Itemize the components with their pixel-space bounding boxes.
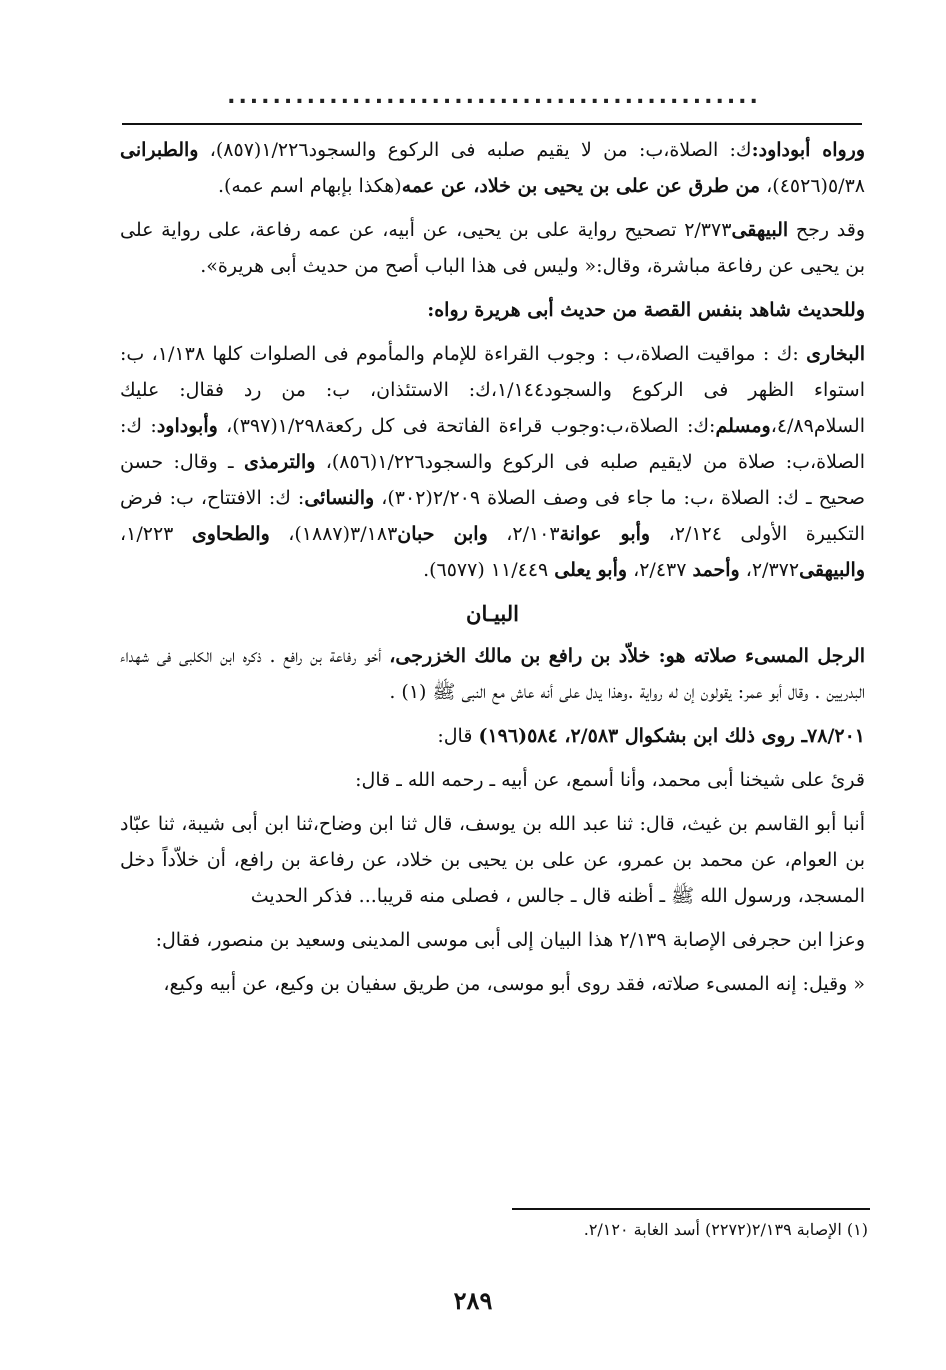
source-name: وأبو عوانة bbox=[559, 523, 651, 545]
citation-text: ٢/٤٣٧، bbox=[627, 559, 693, 581]
source-name: وأحمد bbox=[692, 559, 740, 581]
citation-text: :ك : مواقيت الصلاة،ب : وجوب القراءة للإمام والمأموم فى الصلوات كلها ١/١٣٨، ب: استواء الظهر فى الركوع والسجود١/١٤٤،ك: الاستئذان، ب: من رد فقال: عليك السلام٤/٨٩، bbox=[120, 343, 865, 437]
citation-note: (هكذا بإبهام اسم عمه). bbox=[217, 175, 402, 197]
citation-text: : ك: الصلاة،ب: صلاة من لايقيم صلبه فى الركوع والسجود١/٢٢٦(٨٥٦)، bbox=[120, 415, 865, 473]
source-name: وأبوداود bbox=[156, 415, 218, 437]
paragraph-abudawud bbox=[120, 132, 865, 204]
paragraph-sources bbox=[120, 336, 865, 588]
paragraph-ibn-hajar: وعزا ابن حجرفى الإصابة ٢/١٣٩ هذا البيان إلى أبى موسى المدينى وسعيد بن منصور، فقال: bbox=[155, 929, 865, 951]
paragraph-witness-heading: وللحديث شاهد بنفس القصة من حديث أبى هريرة رواه: bbox=[427, 299, 865, 321]
citation-text: :ك: الصلاة،ب:وجوب قراءة الفاتحة فى كل ركعة١/٢٩٨(٣٩٧)، bbox=[217, 415, 716, 437]
paragraph-reading: قرئ على شيخنا أبى محمد، وأنا أسمع، عن أبيه ـ رحمه الله ـ قال: bbox=[355, 769, 865, 791]
main-text bbox=[120, 132, 865, 1010]
footnote: (١) الإصابة ٢/١٣٩(٢٢٧٢) أسد الغابة ٢/١٢٠. bbox=[583, 1220, 868, 1239]
section-heading: البيـان bbox=[466, 601, 519, 626]
citation-text: ـ وقال: حسن صحيح ـ ك: الصلاة ،ب: ما جاء فى وصف الصلاة ٢/٢٠٩(٣٠٢)، bbox=[120, 451, 866, 509]
source-name: والطحاوى bbox=[191, 523, 270, 545]
citation-text: ٢/٣٧٢، bbox=[739, 559, 800, 581]
paragraph-narration-number bbox=[120, 718, 865, 754]
source-name: البخارى bbox=[806, 343, 865, 365]
source-name: ومسلم bbox=[715, 415, 771, 437]
citation-text: ٣/١٨٣(١٨٨٧)، bbox=[269, 523, 398, 545]
text-span: وقد رجح bbox=[788, 219, 866, 241]
source-name: وأبو يعلى bbox=[554, 559, 628, 581]
paragraph-bayhaqi bbox=[120, 212, 865, 284]
footnote-rule bbox=[512, 1208, 870, 1210]
paragraph-quote: « وقيل: إنه المسىء صلاته، فقد روى أبو موسى، من طريق سفيان بن وكيع، عن أبيه وكيع، bbox=[163, 973, 865, 995]
text-span: قال: bbox=[437, 725, 479, 747]
source-name: ورواه أبوداود: bbox=[751, 139, 865, 161]
paragraph-chain: أنبا أبو القاسم بن غيث، قال: ثنا عبد الله بن يوسف، قال ثنا ابن وضاح،ثنا ابن أبى شيبة، ثنا عبّاد بن العوام، عن محمد بن عمرو، عن على بن يحيى بن خلاد، عن رفاعة بن رافع، أن خلاّداً دخل المسجد، ورسول الله ﷺ ـ أظنه قال ـ جالس ، فصلى منه قريبا... فذكر الحديث bbox=[120, 813, 865, 907]
page-number: ٢٨٩ bbox=[453, 1286, 493, 1315]
paragraph-identity bbox=[120, 638, 865, 710]
narration-number: ٧٨/٢٠١ـ روى ذلك ابن بشكوال ٢/٥٨٣، ٥٨٤(١٩٦) bbox=[478, 725, 865, 747]
dotted-separator: ............................................... bbox=[227, 84, 761, 109]
chain-text: من طرق عن على بن يحيى بن خلاد، عن عمه bbox=[401, 175, 761, 197]
source-name: وابن حبان bbox=[397, 523, 488, 545]
citation-text: : ك: الافتتاح، ب: فرض التكبيرة الأولى ٢/١٢٤، bbox=[120, 487, 866, 545]
text-span: ٢/٣٧٣ تصحيح رواية على بن يحيى، عن أبيه، عن عمه رفاعة، على رواية على بن يحيى عن رفاعة مباشرة، وقال:« وليس فى هذا الباب أصح من حديث أبى هريرة». bbox=[120, 219, 865, 277]
footnote-ref: (١) . bbox=[389, 681, 433, 703]
citation-text: ٥/٣٨(٤٥٢٦)، bbox=[760, 175, 865, 197]
citation-text: ١/٢٢٣، bbox=[120, 523, 192, 545]
identity-text: الرجل المسىء صلاته هو: خلاّد بن رافع بن مالك الخزرجى، bbox=[389, 645, 866, 667]
citation-text: ك: الصلاة،ب: من لا يقيم صلبه فى الركوع والسجود١/٢٢٦(٨٥٧)، bbox=[198, 139, 752, 161]
source-name: والنسائى bbox=[304, 487, 375, 509]
source-name: والطبرانى bbox=[120, 139, 199, 161]
top-rule bbox=[122, 123, 862, 125]
source-name: البيهقى bbox=[731, 219, 789, 241]
source-name: والبيهقى bbox=[799, 559, 865, 581]
text-span: أخو رفاعة بن رافع . ذكره ابن الكلبى فى شهداء البدريين . وقال أبو عمر: يقولون إن له رواية .وهذا يدل على أنه عاش مع النبى ﷺ bbox=[120, 645, 865, 703]
source-name: والترمذى bbox=[243, 451, 316, 473]
citation-text: ١١/٤٤٩ (٦٥٧٧). bbox=[423, 559, 555, 581]
citation-text: ٢/١٠٣، bbox=[487, 523, 560, 545]
